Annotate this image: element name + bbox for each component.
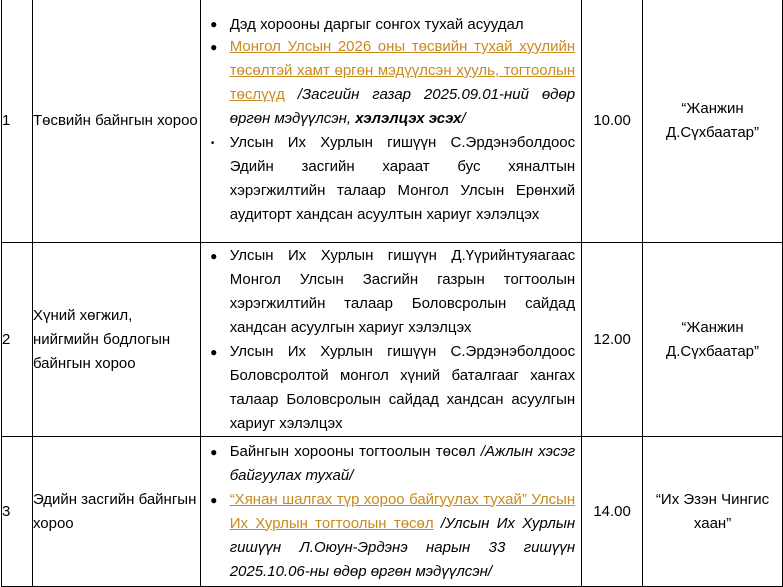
session-time: 12.00 — [582, 243, 643, 437]
agenda-table — [1, 0, 783, 587]
bullet-icon: ● — [210, 248, 218, 263]
bullet-icon: ● — [210, 344, 218, 359]
room-name: “Жанжин Д.Сүхбаатар” — [643, 243, 783, 437]
session-time: 14.00 — [582, 437, 643, 587]
bullet-icon: ● — [210, 40, 218, 54]
table-row — [2, 243, 783, 437]
bill-link[interactable]: Монгол Улсын 2026 оны төсвийн тухай хуулийн төсөлтэй хамт өргөн мэдүүлсэн хууль, тогтоолын төслүүд — [229, 38, 576, 103]
row-number: 1 — [2, 0, 33, 243]
bullet-icon: ● — [210, 17, 218, 31]
session-time: 10.00 — [582, 0, 643, 243]
bullet-icon: ● — [210, 492, 218, 507]
bullet-icon: ● — [210, 444, 218, 459]
table-row — [2, 437, 783, 587]
committee-name: Эдийн засгийн байнгын хороо — [32, 437, 200, 587]
list-item: ● Улсын Их Хурлын гишүүн С.Эрдэнэболдоос Боловсролтой монгол хүний баталгааг хангах талаар Боловсролын сайдад хандсан асуулгын хариуг хэлэлцэх — [201, 340, 581, 436]
list-item: ● “Хянан шалгах түр хороо байгуулах тухай” Улсын Их Хурлын тогтоолын төсөл /Улсын Их Хурлын гишүүн Л.Оюун-Эрдэнэ нарын 33 гишүүн 2025.10.06-ны өдөр өргөн мэдүүлсэн/ — [201, 488, 581, 584]
list-item: ● Монгол Улсын 2026 оны төсвийн тухай хуулийн төсөлтэй хамт өргөн мэдүүлсэн хууль, тогтоолын төслүүд /Засгийн газар 2025.09.01-ний өдөр өргөн мэдүүлсэн, хэлэлцэх эсэх/ — [201, 35, 581, 131]
room-name: “Жанжин Д.Сүхбаатар” — [643, 0, 783, 243]
list-item: • Улсын Их Хурлын гишүүн С.Эрдэнэболдоос Эдийн засгийн хараат бус хяналтын хэрэгжилтийн талаар Монгол Улсын Ерөнхий аудиторт хандсан асуултын хариуг хэлэлцэх — [201, 131, 581, 227]
room-name: “Их Эзэн Чингис хаан” — [643, 437, 783, 587]
bill-link[interactable]: “Хянан шалгах түр хороо байгуулах тухай” Улсын Их Хурлын тогтоолын төсөл — [229, 490, 576, 532]
committee-name: Төсвийн байнгын хороо — [32, 0, 200, 243]
table-row — [2, 0, 783, 243]
row-number: 2 — [2, 243, 33, 437]
list-item: ● Улсын Их Хурлын гишүүн Д.Үүрийнтуяагаас Монгол Улсын Засгийн газрын тогтоолын хэрэгжилтийн талаар Боловсролын сайдад хандсан асуулгын хариуг хэлэлцэх — [201, 244, 581, 340]
list-item: ● Байнгын хорооны тогтоолын төсөл /Ажлын хэсэг байгуулах тухай/ — [201, 440, 581, 488]
agenda-items — [200, 0, 581, 243]
bullet-icon: • — [210, 138, 215, 149]
agenda-items — [200, 243, 581, 437]
list-item: ● Дэд хорооны даргыг сонгох тухай асуудал — [201, 14, 581, 35]
row-number: 3 — [2, 437, 33, 587]
committee-name: Хүний хөгжил, нийгмийн бодлогын байнгын хороо — [32, 243, 200, 437]
agenda-items — [200, 437, 581, 587]
